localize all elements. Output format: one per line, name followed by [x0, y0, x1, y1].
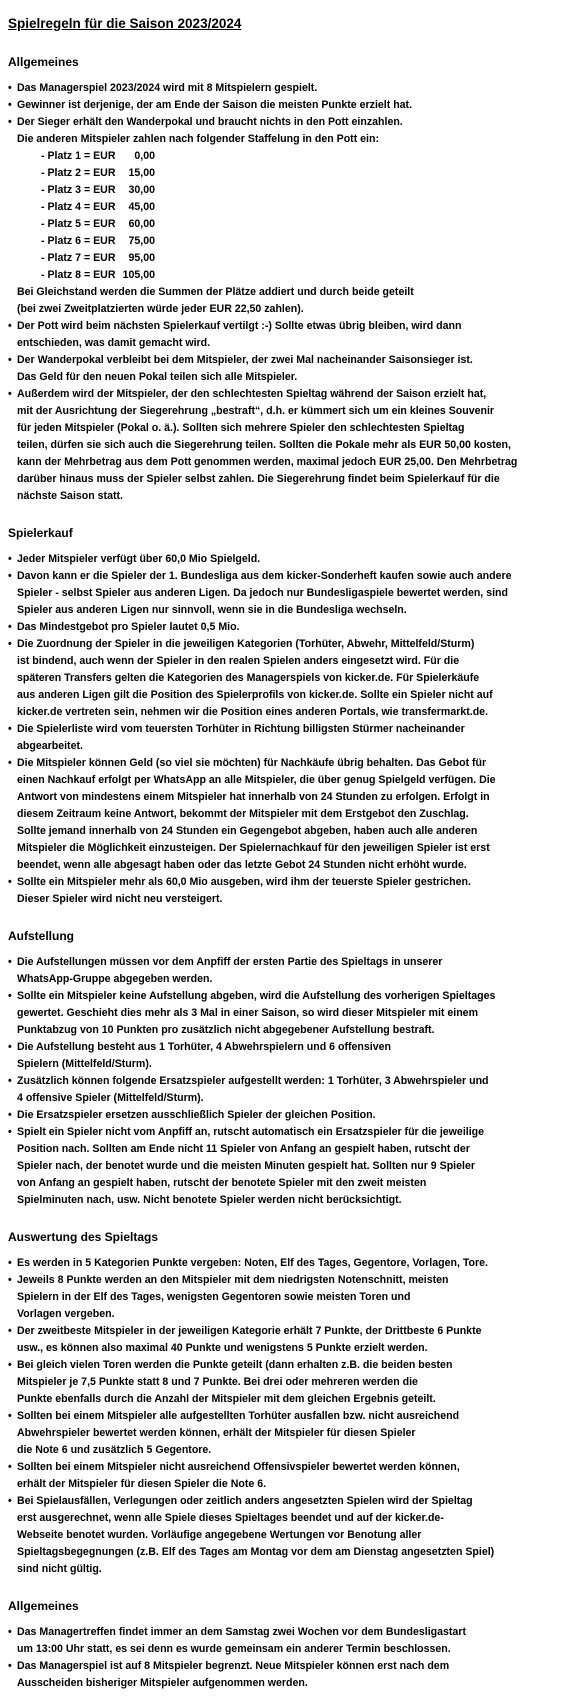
text-line: kicker.de vertreten sein, nehmen wir die Position eines anderen Portals, wie transfermarkt.de.: [17, 706, 489, 718]
text-line: Abwehrspieler bewertet werden können, erhält der Mitspieler für diesen Spieler: [17, 1427, 416, 1439]
text-line: Spielern in der Elf des Tages, wenigsten Gegentoren sowie meisten Toren und: [17, 1291, 411, 1303]
text-line: Position nach. Sollten am Ende nicht 11 Spieler von Anfang an gespielt haben, rutscht der: [17, 1143, 470, 1155]
list-item-text: [17, 1658, 567, 1692]
list-item-text: [17, 1408, 567, 1459]
bullet-icon: •: [8, 638, 12, 650]
list-item: [8, 568, 567, 619]
list-item-text: [17, 954, 567, 988]
text-line: Punkte ebenfalls durch die Anzahl der Mitspieler mit dem gleichen Ergebnis geteilt.: [17, 1393, 436, 1405]
list-item-text: [17, 1039, 567, 1073]
section: [8, 53, 567, 505]
list-item: [8, 988, 567, 1039]
list-item-text: [17, 80, 567, 97]
bullet-icon: •: [8, 876, 12, 888]
text-line: einen Nachkauf erfolgt per WhatsApp an alle Mitspieler, die über genug Spielgeld verfügen. Die: [17, 774, 496, 786]
bullet-icon: •: [8, 1041, 12, 1053]
list-item: [8, 1124, 567, 1209]
bullet-icon: •: [8, 1660, 12, 1672]
section-heading: Aufstellung: [8, 929, 74, 943]
list-item: [8, 352, 567, 386]
text-line: nächste Saison statt.: [17, 490, 123, 502]
list-item: [8, 619, 567, 636]
payment-tier-row: [17, 250, 567, 267]
section: [8, 927, 567, 1209]
section: [8, 1228, 567, 1578]
payment-tier-row: [17, 148, 567, 165]
text-line: Sollten bei einem Mitspieler nicht ausreichend Offensivspieler bewertet werden können,: [17, 1461, 460, 1473]
text-line: für jeden Mitspieler (Pokal o. ä.). Sollten sich mehrere Spieler den schlechtesten Spieltag: [17, 422, 465, 434]
text-line: Antwort von mindestens einem Mitspieler hat innerhalb von 24 Stunden zu erfolgen. Erfolgt in: [17, 791, 490, 803]
tier-value: 0,00: [134, 150, 155, 162]
text-line: Der Pott wird beim nächsten Spielerkauf vertilgt :-) Sollte etwas übrig bleiben, wird dann: [17, 320, 462, 332]
text-line: Sollten bei einem Mitspieler alle aufgestellten Torhüter ausfallen bzw. nicht ausreichend: [17, 1410, 460, 1422]
text-line: Bei Spielausfällen, Verlegungen oder zeitlich anders angesetzten Spielen wird der Spieltag: [17, 1495, 473, 1507]
text-line: Die Spielerliste wird vom teuersten Torhüter in Richtung billigsten Stürmer nacheinander: [17, 723, 465, 735]
bullet-icon: •: [8, 956, 12, 968]
text-line: Spieltagsbegegnungen (z.B. Elf des Tages am Montag vor dem am Dienstag angesetzten Spiel): [17, 1546, 495, 1558]
text-line: Sollte ein Mitspieler mehr als 60,0 Mio ausgeben, wird ihm der teuerste Spieler gestrichen.: [17, 876, 471, 888]
text-line: späteren Transfers gelten die Kategorien des Managerspiels von kicker.de. Für Spielerkäufe: [17, 672, 480, 684]
bullet-icon: •: [8, 757, 12, 769]
bullet-icon: •: [8, 1075, 12, 1087]
list-item-text: [17, 636, 567, 721]
text-line: Die anderen Mitspieler zahlen nach folgender Staffelung in den Pott ein:: [17, 133, 379, 145]
bullet-icon: •: [8, 354, 12, 366]
list-item-text: [17, 721, 567, 755]
list-item: [8, 1408, 567, 1459]
text-line: Die Ersatzspieler ersetzen ausschließlich Spieler der gleichen Position.: [17, 1109, 376, 1121]
list-item: [8, 114, 567, 318]
bullet-icon: •: [8, 1359, 12, 1371]
list-item-text: [17, 114, 567, 318]
list-item-text: [17, 1124, 567, 1209]
text-line: Ausscheiden bisheriger Mitspieler aufgenommen werden.: [17, 1677, 308, 1689]
text-line: entschieden, was damit gemacht wird.: [17, 337, 211, 349]
bullet-icon: •: [8, 1461, 12, 1473]
list-item-text: [17, 1357, 567, 1408]
section-heading: Spielerkauf: [8, 526, 73, 540]
list-item: [8, 1658, 567, 1692]
text-line: Das Mindestgebot pro Spieler lautet 0,5 Mio.: [17, 621, 240, 633]
list-item-text: [17, 1073, 567, 1107]
bullet-icon: •: [8, 553, 12, 565]
text-line: Spielminuten nach, usw. Nicht benotete Spieler werden nicht berücksichtigt.: [17, 1194, 402, 1206]
list-item-text: [17, 1624, 567, 1658]
list-item-text: [17, 874, 567, 908]
text-line: Mitspieler je 7,5 Punkte statt 8 und 7 Punkte. Bei drei oder mehreren werden die: [17, 1376, 418, 1388]
text-line: 4 offensive Spieler (Mittelfeld/Sturm).: [17, 1092, 204, 1104]
list-item: [8, 636, 567, 721]
text-line: Das Geld für den neuen Pokal teilen sich alle Mitspieler.: [17, 371, 298, 383]
list-item: [8, 1459, 567, 1493]
text-line: Dieser Spieler wird nicht neu versteigert.: [17, 893, 223, 905]
text-line: sind nicht gültig.: [17, 1563, 102, 1575]
text-line: Vorlagen vergeben.: [17, 1308, 115, 1320]
tier-label: - Platz 6 = EUR: [41, 235, 116, 247]
tier-value: 45,00: [128, 201, 155, 213]
list-item: [8, 755, 567, 874]
bullet-icon: •: [8, 1495, 12, 1507]
text-line: Punktabzug von 10 Punkten pro zusätzlich nicht abgegebener Aufstellung bestraft.: [17, 1024, 435, 1036]
tier-value: 75,00: [128, 235, 155, 247]
list-item: [8, 318, 567, 352]
text-line: usw., es können also maximal 40 Punkte und wenigstens 5 Punkte erzielt werden.: [17, 1342, 428, 1354]
bullet-icon: •: [8, 1126, 12, 1138]
list-item: [8, 1107, 567, 1124]
bullet-icon: •: [8, 116, 12, 128]
list-item-text: [17, 1323, 567, 1357]
list-item: [8, 874, 567, 908]
text-line: Der Sieger erhält den Wanderpokal und braucht nichts in den Pott einzahlen.: [17, 116, 403, 128]
bullet-icon: •: [8, 1626, 12, 1638]
list-item: [8, 721, 567, 755]
list-item-text: [17, 318, 567, 352]
payment-tier-row: [17, 199, 567, 216]
bullet-icon: •: [8, 1274, 12, 1286]
bullet-icon: •: [8, 1325, 12, 1337]
text-line: Die Mitspieler können Geld (so viel sie möchten) für Nachkäufe übrig behalten. Das Gebot für: [17, 757, 487, 769]
list-item-text: [17, 1107, 567, 1124]
bullet-icon: •: [8, 320, 12, 332]
list-item: [8, 1493, 567, 1578]
bullet-icon: •: [8, 621, 12, 633]
text-line: die Note 6 und zusätzlich 5 Gegentore.: [17, 1444, 212, 1456]
text-line: ist bindend, auch wenn der Spieler in den realen Spielen anders eingesetzt wird. Für die: [17, 655, 460, 667]
text-line: aus anderen Ligen gilt die Position des Spielerprofils von kicker.de. Sollte ein Spieler nicht auf: [17, 689, 493, 701]
tier-label: - Platz 3 = EUR: [41, 184, 116, 196]
tier-label: - Platz 5 = EUR: [41, 218, 116, 230]
list-item: [8, 1357, 567, 1408]
list-item-text: [17, 1272, 567, 1323]
text-line: Das Managertreffen findet immer an dem Samstag zwei Wochen vor dem Bundesligastart: [17, 1626, 466, 1638]
list-item: [8, 551, 567, 568]
list-item-text: [17, 1459, 567, 1493]
text-line: Mitspieler die Möglichkeit einzusteigen. Der Spielernachkauf für den jeweiligen Spieler ist erst: [17, 842, 490, 854]
list-item-text: [17, 988, 567, 1039]
list-item-text: [17, 352, 567, 386]
text-line: Die Zuordnung der Spieler in die jeweiligen Kategorien (Torhüter, Abwehr, Mittelfeld/Sturm): [17, 638, 475, 650]
tier-label: - Platz 2 = EUR: [41, 167, 116, 179]
tier-label: - Platz 1 = EUR: [41, 150, 116, 162]
sections-container: [8, 53, 567, 1692]
section: [8, 1597, 567, 1692]
text-line: erhält der Mitspieler für diesen Spieler die Note 6.: [17, 1478, 267, 1490]
tier-label: - Platz 8 = EUR: [41, 269, 116, 281]
bullet-icon: •: [8, 99, 12, 111]
text-line: Das Managerspiel ist auf 8 Mitspieler begrenzt. Neue Mitspieler können erst nach dem: [17, 1660, 450, 1672]
text-line: Die Aufstellungen müssen vor dem Anpfiff der ersten Partie des Spieltags in unserer: [17, 956, 443, 968]
list-item: [8, 1323, 567, 1357]
payment-tier-row: [17, 216, 567, 233]
text-line: darüber hinaus muss der Spieler selbst zahlen. Die Siegerehrung findet beim Spielerkauf für die: [17, 473, 500, 485]
text-line: Der zweitbeste Mitspieler in der jeweiligen Kategorie erhält 7 Punkte, der Drittbeste 6 Punkte: [17, 1325, 482, 1337]
tier-value: 60,00: [128, 218, 155, 230]
tier-value: 15,00: [128, 167, 155, 179]
list-item: [8, 1039, 567, 1073]
bullet-icon: •: [8, 1410, 12, 1422]
text-line: Bei Gleichstand werden die Summen der Plätze addiert und durch beide geteilt: [17, 286, 414, 298]
tier-value: 30,00: [128, 184, 155, 196]
text-line: gewertet. Geschieht dies mehr als 3 Mal in einer Saison, so wird dieser Mitspieler mit einem: [17, 1007, 478, 1019]
list-item-text: [17, 1493, 567, 1578]
text-line: Zusätzlich können folgende Ersatzspieler aufgestellt werden: 1 Torhüter, 3 Abwehrspieler und: [17, 1075, 489, 1087]
bullet-list: [8, 80, 567, 505]
text-line: abgearbeitet.: [17, 740, 83, 752]
bullet-list: [8, 1624, 567, 1692]
text-line: Außerdem wird der Mitspieler, der den schlechtesten Spieltag während der Saison erzielt hat,: [17, 388, 487, 400]
section-heading: Allgemeines: [8, 55, 79, 69]
text-line: um 13:00 Uhr statt, es sei denn es wurde gemeinsam ein anderer Termin beschlossen.: [17, 1643, 451, 1655]
list-item: [8, 1073, 567, 1107]
list-item: [8, 1255, 567, 1272]
list-item: [8, 954, 567, 988]
text-line: Jeder Mitspieler verfügt über 60,0 Mio Spielgeld.: [17, 553, 261, 565]
list-item: [8, 386, 567, 505]
text-line: Spieler aus anderen Ligen nur sinnvoll, wenn sie in die Bundesliga wechseln.: [17, 604, 407, 616]
list-item-text: [17, 755, 567, 874]
text-line: Spieler - selbst Spieler aus anderen Ligen. Da jedoch nur Bundesligaspiele bewertet werden, sind: [17, 587, 508, 599]
text-line: teilen, dürfen sie sich auch die Siegerehrung teilen. Sollten die Pokale mehr als EUR 50,00 kosten,: [17, 439, 511, 451]
bullet-icon: •: [8, 1109, 12, 1121]
text-line: Sollte jemand innerhalb von 24 Stunden ein Gegengebot abgeben, haben auch alle anderen: [17, 825, 478, 837]
text-line: Sollte ein Mitspieler keine Aufstellung abgeben, wird die Aufstellung des vorherigen Spieltages: [17, 990, 496, 1002]
list-item-text: [17, 568, 567, 619]
list-item: [8, 97, 567, 114]
text-line: WhatsApp-Gruppe abgegeben werden.: [17, 973, 213, 985]
tier-value: 95,00: [128, 252, 155, 264]
document-title: Spielregeln für die Saison 2023/2024: [8, 16, 242, 31]
text-line: Spieler nach, der benotet wurde und die meisten Minuten gespielt hat. Sollten nur 9 Spieler: [17, 1160, 475, 1172]
bullet-icon: •: [8, 82, 12, 94]
text-line: Das Managerspiel 2023/2024 wird mit 8 Mitspielern gespielt.: [17, 82, 318, 94]
list-item-text: [17, 1255, 567, 1272]
list-item-text: [17, 386, 567, 505]
text-line: erst ausgerechnet, wenn alle Spiele dieses Spieltages beendet und auf der kicker.de-: [17, 1512, 444, 1524]
bullet-list: [8, 551, 567, 908]
list-item-text: [17, 97, 567, 114]
text-line: Spielern (Mittelfeld/Sturm).: [17, 1058, 152, 1070]
tier-label: - Platz 4 = EUR: [41, 201, 116, 213]
text-line: Davon kann er die Spieler der 1. Bundesliga aus dem kicker-Sonderheft kaufen sowie auch andere: [17, 570, 512, 582]
text-line: diesem Zeitraum keine Antwort, bekommt der Mitspieler mit dem Erstgebot den Zuschlag.: [17, 808, 469, 820]
bullet-list: [8, 954, 567, 1209]
text-line: Spielt ein Spieler nicht vom Anpfiff an, rutscht automatisch ein Ersatzspieler für die jeweilige: [17, 1126, 485, 1138]
bullet-icon: •: [8, 723, 12, 735]
text-line: kann der Mehrbetrag aus dem Pott genommen werden, maximal jedoch EUR 25,00. Den Mehrbetrag: [17, 456, 518, 468]
list-item: [8, 1624, 567, 1658]
text-line: Jeweils 8 Punkte werden an den Mitspieler mit dem niedrigsten Notenschnitt, meisten: [17, 1274, 449, 1286]
text-line: Webseite benotet wurden. Vorläufige angegebene Wertungen vor Benotung aller: [17, 1529, 422, 1541]
list-item-text: [17, 551, 567, 568]
payment-tier-row: [17, 267, 567, 284]
tier-label: - Platz 7 = EUR: [41, 252, 116, 264]
text-line: beendet, wenn alle abgesagt haben oder das letzte Gebot 24 Stunden nicht erhöht wurde.: [17, 859, 467, 871]
text-line: (bei zwei Zweitplatzierten würde jeder EUR 22,50 zahlen).: [17, 303, 304, 315]
text-line: Bei gleich vielen Toren werden die Punkte geteilt (dann erhalten z.B. die beiden besten: [17, 1359, 453, 1371]
text-line: von Anfang an gespielt haben, rutscht der benotete Spieler mit den zweit meisten: [17, 1177, 427, 1189]
bullet-icon: •: [8, 570, 12, 582]
text-line: Gewinner ist derjenige, der am Ende der Saison die meisten Punkte erzielt hat.: [17, 99, 413, 111]
section-heading: Allgemeines: [8, 1599, 79, 1613]
bullet-icon: •: [8, 1257, 12, 1269]
payment-tier-row: [17, 182, 567, 199]
section-heading: Auswertung des Spieltags: [8, 1230, 159, 1244]
text-line: mit der Ausrichtung der Siegerehrung „bestraft“, d.h. er kümmert sich um ein kleines Souvenir: [17, 405, 495, 417]
section: [8, 524, 567, 908]
tier-value: 105,00: [122, 269, 155, 281]
text-line: Der Wanderpokal verbleibt bei dem Mitspieler, der zwei Mal nacheinander Saisonsieger ist.: [17, 354, 473, 366]
list-item-text: [17, 619, 567, 636]
bullet-list: [8, 1255, 567, 1578]
text-line: Die Aufstellung besteht aus 1 Torhüter, 4 Abwehrspielern und 6 offensiven: [17, 1041, 391, 1053]
bullet-icon: •: [8, 990, 12, 1002]
bullet-icon: •: [8, 388, 12, 400]
list-item: [8, 1272, 567, 1323]
list-item: [8, 80, 567, 97]
payment-tier-row: [17, 165, 567, 182]
text-line: Es werden in 5 Kategorien Punkte vergeben: Noten, Elf des Tages, Gegentore, Vorlagen, Tore.: [17, 1257, 488, 1269]
payment-tier-row: [17, 233, 567, 250]
